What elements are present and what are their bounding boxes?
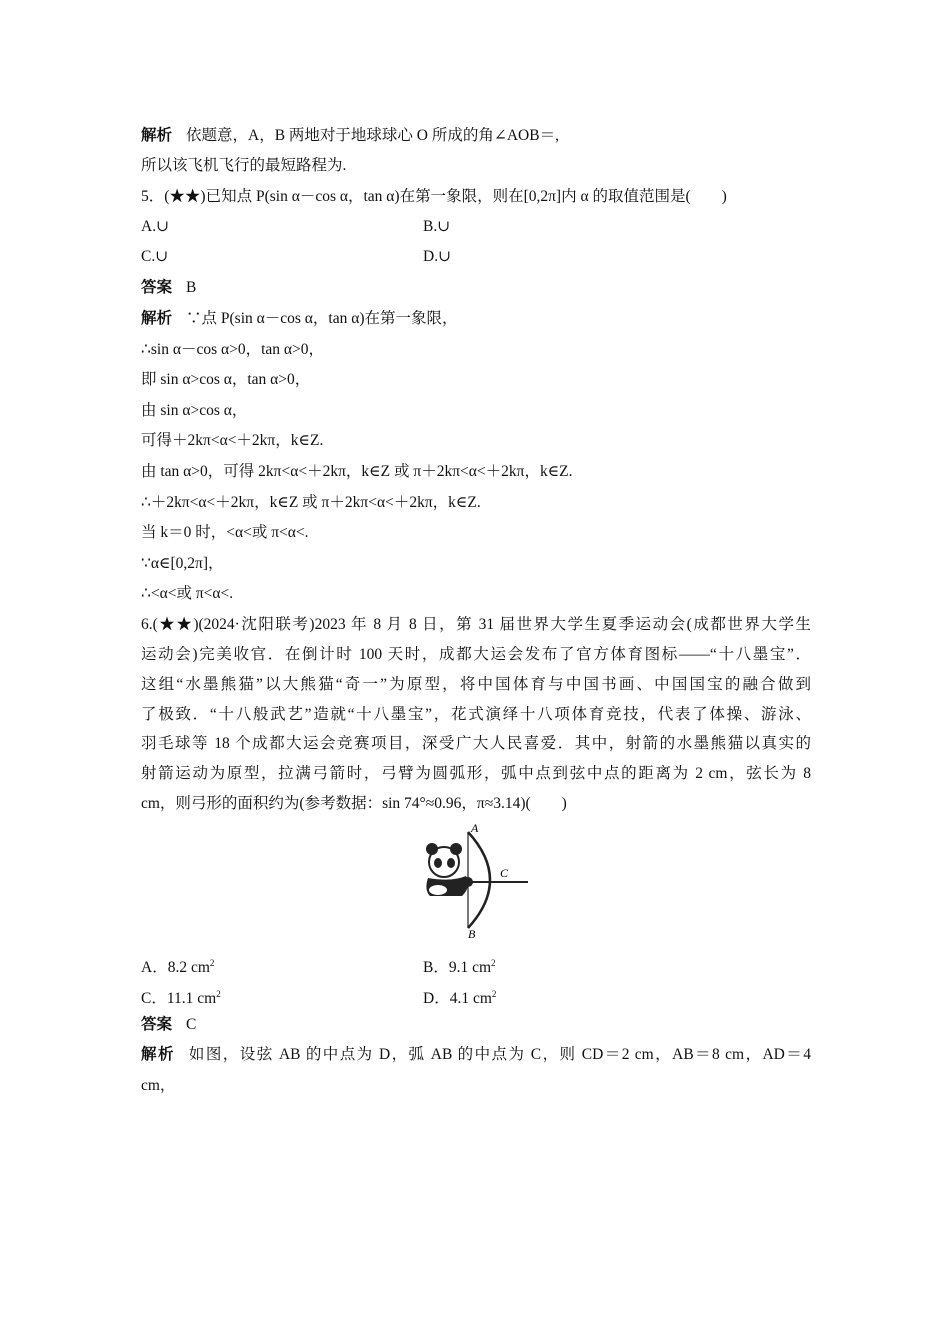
panda-belly <box>429 885 447 895</box>
solution-5-line-1: 解析 ∵点 P(sin α－cos α，tan α)在第一象限， <box>141 310 458 327</box>
q5-option-c: C.∪ <box>141 248 169 265</box>
question-6-line-7: cm，则弓形的面积约为(参考数据：sin 74°≈0.96，π≈3.14)( ) <box>141 795 567 812</box>
solution-4-line-2: 所以该飞机飞行的最短路程为. <box>141 157 347 174</box>
q6-option-c: C．11.1 $cm^2$ <box>141 989 221 1007</box>
question-6-line-5: 羽毛球等 18 个成都大运会竞赛项目，深受广大人民喜爱．其中，射箭的水墨熊猫以真实的 <box>141 735 811 752</box>
panda-eye-right <box>447 858 455 868</box>
answer-label: 答案 <box>141 279 173 296</box>
question-6-line-2: 运动会)完美收官．在倒计时 100 天时，成都大运会发布了官方体育图标——“十八墨宝”． <box>141 646 811 663</box>
q6-option-a: A．8.2 $cm^2$ <box>141 958 215 976</box>
panda-paw <box>463 877 473 887</box>
panda-eye-left <box>434 858 442 868</box>
solution-5-line-5: 可得＋2kπ<α<＋2kπ，k∈Z. <box>141 432 324 449</box>
answer-value: B <box>186 279 197 296</box>
solution-label: 解析 <box>141 1046 175 1063</box>
answer-label: 答案 <box>141 1016 173 1033</box>
solution-5-line-10: ∴<α<或 π<α<. <box>141 585 234 602</box>
solution-label: 解析 <box>141 127 173 144</box>
solution-5-line-2: ∴sin α－cos α>0，tan α>0， <box>141 341 325 358</box>
question-6-line-3: 这组“水墨熊猫”以大熊猫“奇一”为原型，将中国体育与中国书画、中国国宝的融合做到 <box>141 676 811 693</box>
solution-5-line-4: 由 sin α>cos α， <box>141 402 248 419</box>
solution-label: 解析 <box>141 310 173 327</box>
solution-6-line-1: 解析 如图，设弦 AB 的中点为 D，弧 AB 的中点为 C，则 CD＝2 cm，AB＝8 cm，AD＝4 <box>141 1046 811 1063</box>
panda-ear-right <box>450 843 462 855</box>
solution-4-line-1: 解析 依题意，A，B 两地对于地球球心 O 所成的角∠AOB＝, <box>141 127 559 144</box>
question-5-stem: 5．(★★)已知点 P(sin α－cos α，tan α)在第一象限，则在[0,2π]内 α 的取值范围是( ) <box>141 188 727 205</box>
solution-5-line-9: ∵α∈[0,2π]， <box>141 555 224 572</box>
answer-value: C <box>186 1016 197 1033</box>
point-b-label: B <box>468 927 476 941</box>
q5-option-a: A.∪ <box>141 218 170 235</box>
archery-panda-figure <box>416 820 536 942</box>
solution-6-line-2: cm， <box>141 1077 176 1094</box>
question-6-line-1: 6.(★★)(2024·沈阳联考)2023 年 8 月 8 日，第 31 届世界大学生夏季运动会(成都世界大学生 <box>141 616 811 633</box>
solution-5-line-3: 即 sin α>cos α，tan α>0， <box>141 371 311 388</box>
question-6-line-4: 了极致．“十八般武艺”造就“十八墨宝”，花式演绎十八项体育竞技，代表了体操、游泳、 <box>141 706 811 723</box>
q6-option-d: D．4.1 $cm^2$ <box>423 989 497 1007</box>
solution-5-line-7: ∴＋2kπ<α<＋2kπ，k∈Z 或 π＋2kπ<α<＋2kπ，k∈Z. <box>141 494 481 511</box>
solution-5-line-8: 当 k＝0 时，<α<或 π<α<. <box>141 524 309 541</box>
answer-6 <box>141 1015 196 1035</box>
answer-5 <box>141 278 196 298</box>
question-6-line-6: 射箭运动为原型，拉满弓箭时，弓臂为圆弧形，弧中点到弦中点的距离为 2 cm，弦长为 8 <box>141 765 811 782</box>
q5-option-b: B.∪ <box>423 218 451 235</box>
point-c-label: C <box>500 866 509 880</box>
q5-option-d: D.∪ <box>423 248 452 265</box>
panda-ear-left <box>426 843 438 855</box>
point-a-label: A <box>471 821 479 835</box>
solution-5-line-6: 由 tan α>0，可得 2kπ<α<＋2kπ，k∈Z 或 π＋2kπ<α<＋2kπ，k∈Z. <box>141 463 573 480</box>
q6-option-b: B．9.1 $cm^2$ <box>423 958 496 976</box>
